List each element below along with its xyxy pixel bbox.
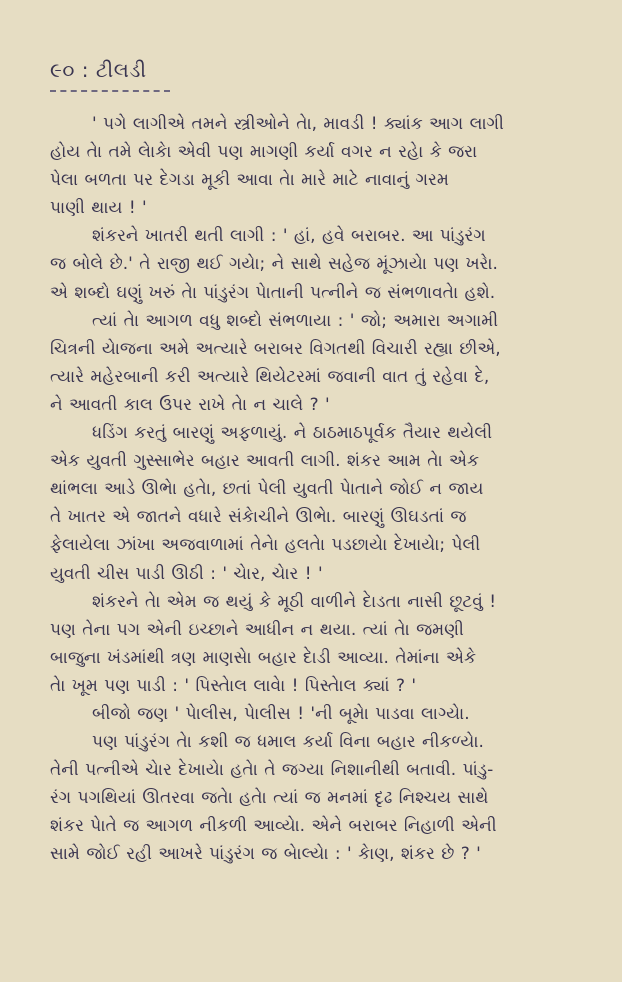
text-line: શંકરને ખાતરી થતી લાગી : ' હાં, હવે બરાબર. આ પાંડુરંગ xyxy=(92,226,486,247)
text-line: હોય તેા તમે લેાકેા એવી પણ માગણી કર્યા વગર ન રહેા કે જરા xyxy=(50,142,478,163)
text-line: જ બોલે છે.' તે રાજી થઈ ગયેા; ને સાથે સહેજ મૂંઝાયેા પણ ખરેા. xyxy=(50,254,498,275)
text-line: ફેલાયેલા ઝાંખા અજવાળામાં તેનેા હલતેા પડછાયેા દેખાયેા; પેલી xyxy=(50,535,481,556)
text-line: તે ખાતર એ જાતને વધારે સંકેાચીને ઊભેા. બારણું ઊઘડતાં જ xyxy=(50,507,467,528)
page-number: ૯૦ xyxy=(50,58,75,82)
chapter-title: ટીલડી xyxy=(95,58,147,82)
text-line: ' પગે લાગીએ તમને સ્ત્રીઓને તેા, માવડી ! ક્યાંક આગ લાગી xyxy=(92,114,504,134)
body-text xyxy=(50,110,572,869)
text-line: એ શબ્દો ઘણું ખરું તેા પાંડુરંગ પેાતાની પત્નીને જ સંભળાવતેા હશે. xyxy=(50,282,496,303)
text-line: યુવતી ચીસ પાડી ઊઠી : ' ચેાર, ચેાર ! ' xyxy=(50,563,323,584)
text-line: તેા ખૂમ પણ પાડી : ' પિસ્તેાલ લાવેા ! પિસ્તેાલ ક્યાં ? ' xyxy=(50,675,417,696)
text-line: થાંભલા આડે ઊભેા હતેા, છતાં પેલી યુવતી પેાતાને જોઈ ન જાય xyxy=(50,479,484,500)
text-line: પણ પાંડુરંગ તેા કશી જ ધમાલ કર્યા વિના બહાર નીકળ્યેા. xyxy=(92,732,484,753)
text-line: એક યુવતી ગુસ્સાભેર બહાર આવતી લાગી. શંકર આમ તેા એક xyxy=(50,451,479,472)
text-line: ધડિંગ કરતું બારણું અફળાયું. ને ઠાઠમાઠપૂર્વક તૈયાર થયેલી xyxy=(92,423,493,444)
header-underline xyxy=(50,90,170,92)
text-line: બાજુના ખંડમાંથી ત્રણ માણસેા બહાર દેાડી આવ્યા. તેમાંના એકે xyxy=(50,647,476,668)
text-line: તેની પત્નીએ ચેાર દેખાયેા હતેા તે જગ્યા નિશાનીથી બતાવી. પાંડુ- xyxy=(50,760,494,781)
text-line: પાણી થાય ! ' xyxy=(50,198,147,219)
text-line: સામે જોઈ રહી આખરે પાંડુરંગ જ બેાલ્યેા : ' કેાણ, શંકર છે ? ' xyxy=(50,844,481,865)
text-line: પણ તેના પગ એની ઇચ્છાને આધીન ન થયા. ત્યાં તેા જમણી xyxy=(50,619,464,640)
text-line: ચિત્રની યેાજના અમે અત્યારે બરાબર વિગતથી વિચારી રહ્યા છીએ, xyxy=(50,338,501,359)
text-line: રંગ પગથિયાં ઊતરવા જતેા હતેા ત્યાં જ મનમાં દૃઢ નિશ્ચય સાથે xyxy=(50,788,489,809)
text-line: પેલા બળતા પર દેગડા મૂકી આવા તેા મારે માટે નાવાનું ગરમ xyxy=(50,170,449,191)
text-line: ત્યારે મહેરબાની કરી અત્યારે થિયેટરમાં જવાની વાત તું રહેવા દે, xyxy=(50,366,490,387)
text-line: શંકર પેાતે જ આગળ નીકળી આવ્યેા. એને બરાબર નિહાળી એની xyxy=(50,816,497,837)
text-line: ને આવતી કાલ ઉપર રાખે તેા ન ચાલે ? ' xyxy=(50,394,330,415)
running-head xyxy=(50,58,147,82)
text-line: ત્યાં તેા આગળ વધુ શબ્દો સંભળાયા : ' જો; અમારા અગામી xyxy=(92,310,499,331)
text-line: શંકરને તેા એમ જ થયું કે મૂઠી વાળીને દેાડતા નાસી છૂટવું ! xyxy=(92,591,497,612)
head-separator: : xyxy=(81,58,89,82)
text-line: બીજો જણ ' પેાલીસ, પેાલીસ ! 'ની બૂમેા પાડવા લાગ્યેા. xyxy=(92,703,470,724)
